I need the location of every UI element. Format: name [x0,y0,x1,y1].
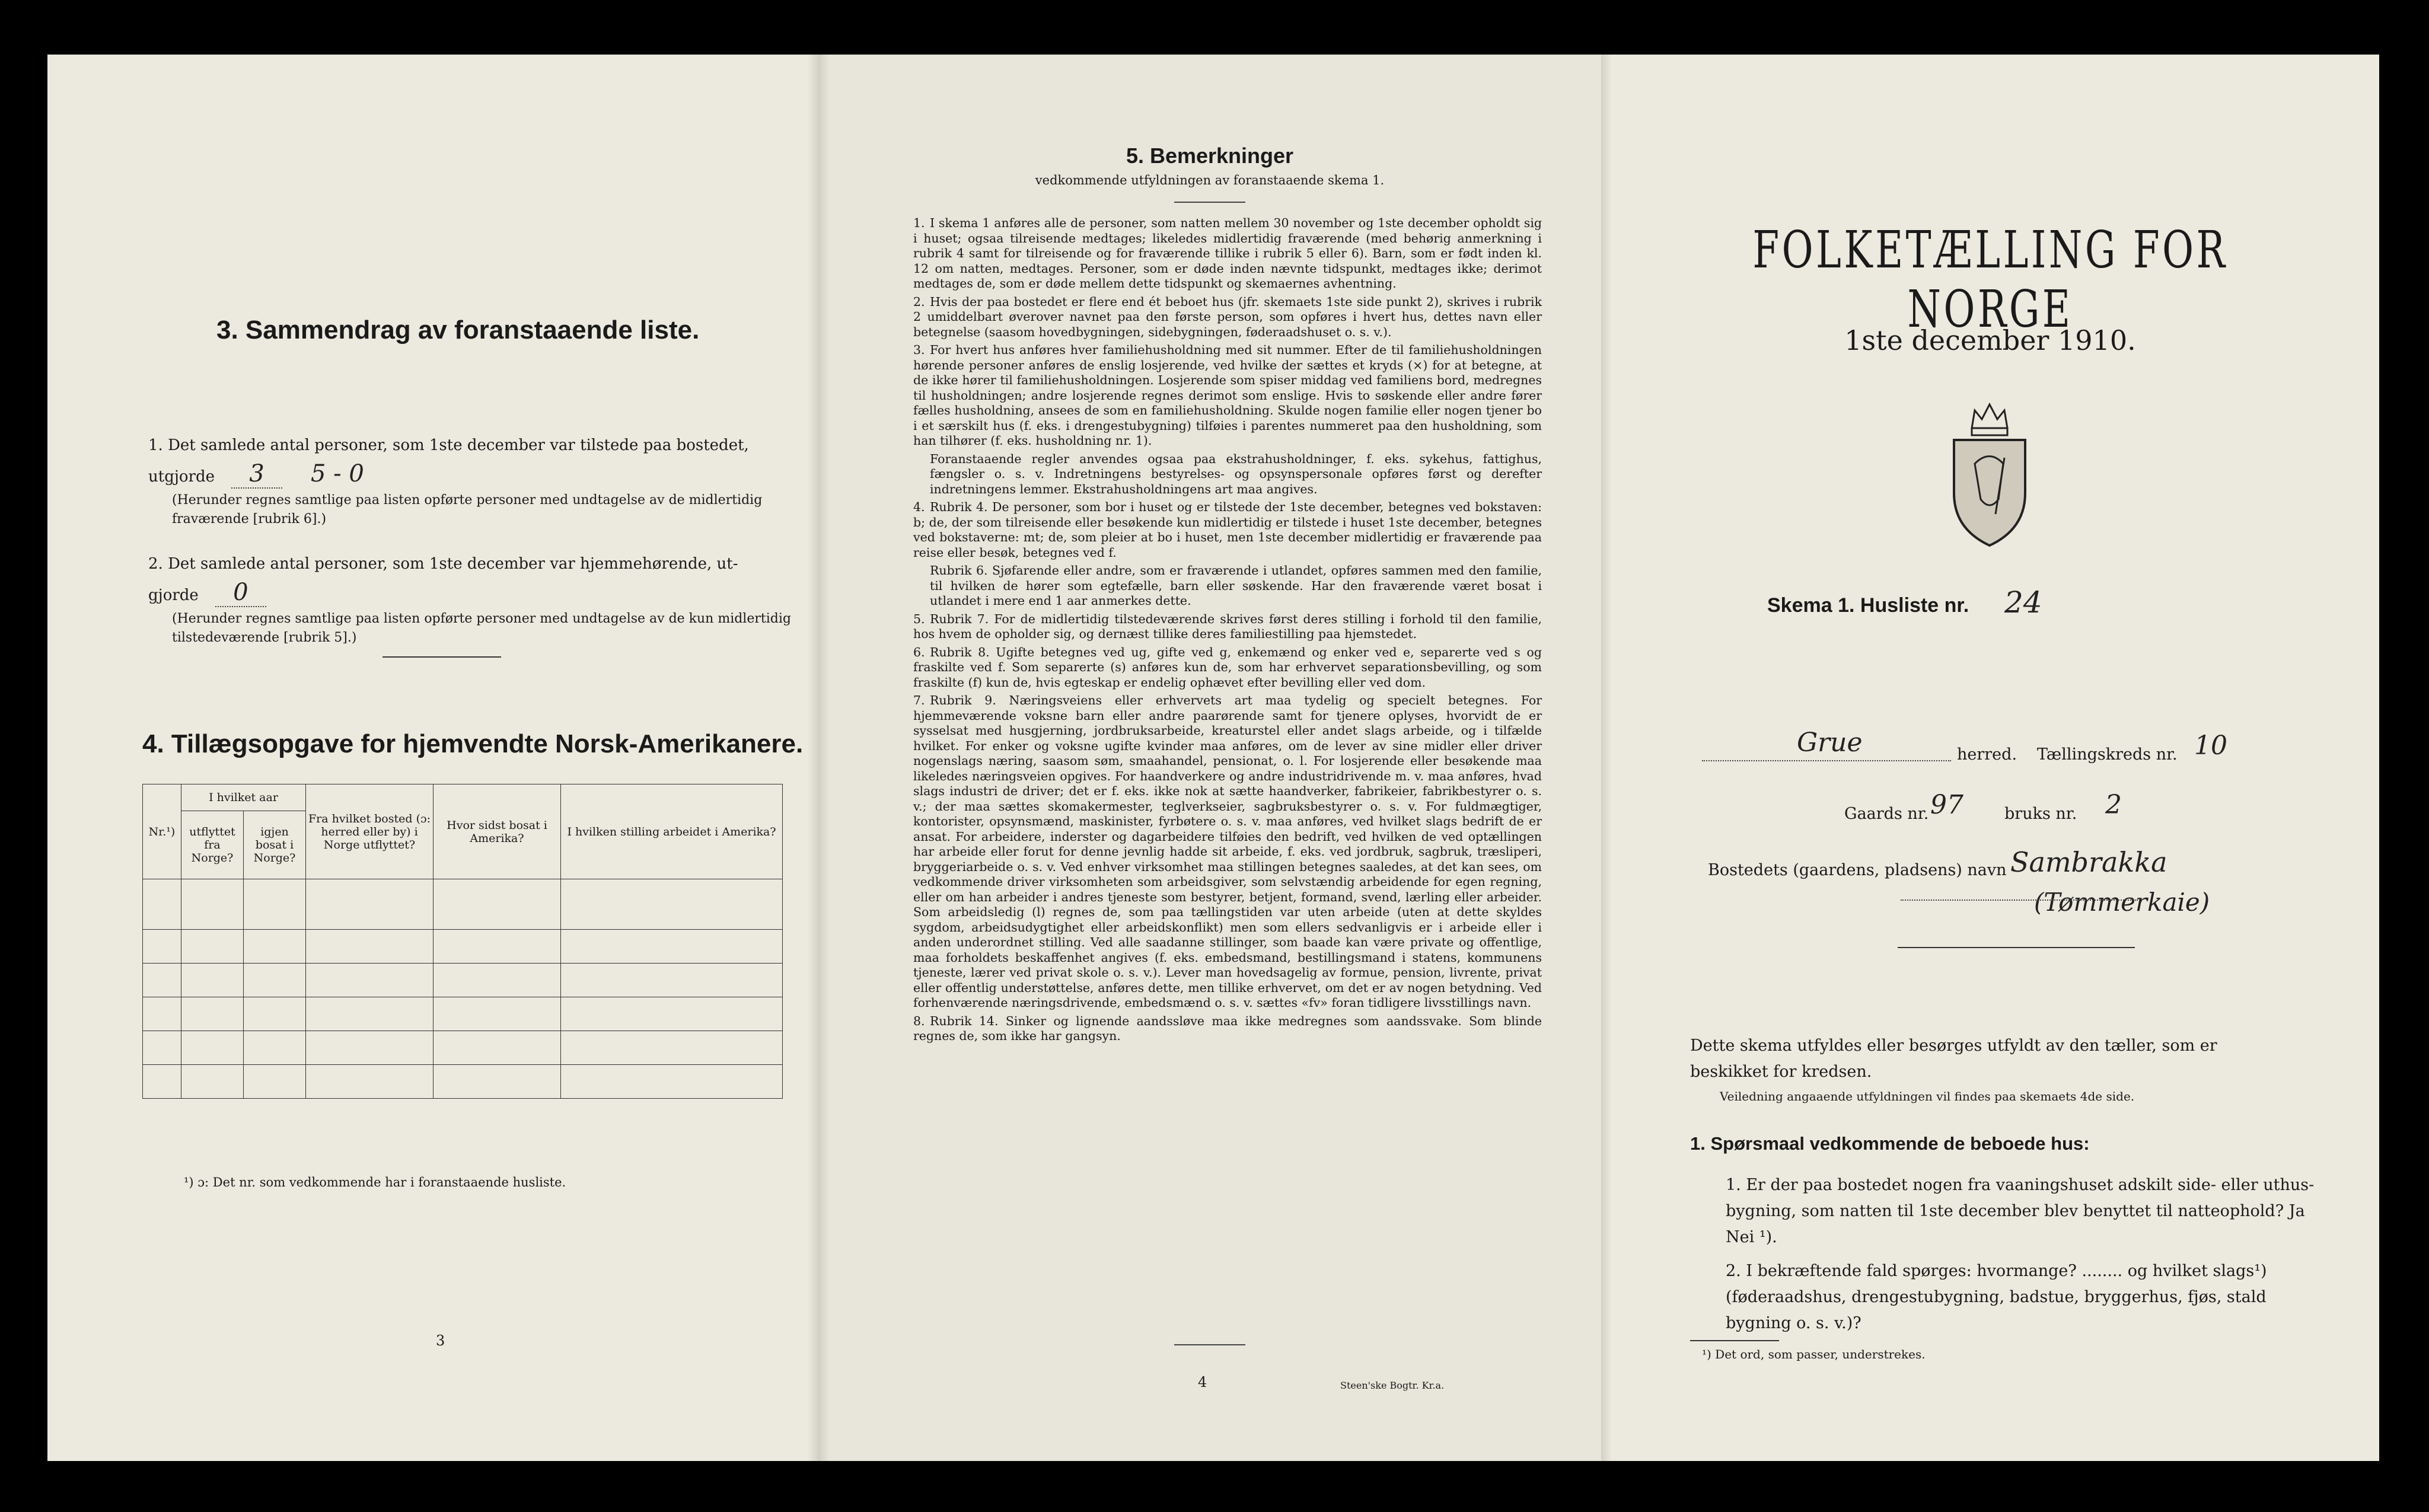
table-row [143,997,783,1031]
summary-item-1 [148,431,801,529]
summary-item-1-note: (Herunder regnes samtlige paa listen opførte personer med undtagelse av de midlertidig fraværende [rubrik 6].) [172,493,763,527]
printer-imprint: Steen'ske Bogtr. Kr.a. [1340,1380,1445,1391]
table-footnote: ¹) ɔ: Det nr. som vedkommende har i foranstaaende husliste. [184,1175,566,1189]
col-group-aar: I hvilket aar [181,784,306,811]
section-5-subtitle: vedkommende utfyldningen av foranstaaende skema 1. [1035,173,1385,187]
summary-item-2 [148,550,801,647]
skema-label: Skema 1. Husliste nr. [1767,594,1969,617]
remark-item: 1. I skema 1 anføres alle de personer, som natten mellem 30 november og 1ste december opholdt sig i huset; ogsaa tilreisende medtages; likeledes midlertidig fraværende (med behørig anmerkning i rubrik 4 samt for tilreisende og for fraværende tillike i rubrik 5 eller 6). Barn, som er født inden kl. 12 om natten, medtages. Personer, som er døde inden nævnte tidspunkt, medtages ikke; derimot medtages de, som er døde mellem dette tidspunkt og skemaernes avhentning. [913,216,1542,291]
tilstede-count-extra: 5 - 0 [311,460,364,487]
page-fold [808,55,818,1461]
herred-value: Grue [1797,728,1863,758]
section-5-title: 5. Bemerkninger [1126,143,1294,168]
bosted-value: Sambrakka [2010,846,2167,878]
divider [1690,1340,1779,1341]
remark-item: 8. Rubrik 14. Sinker og lignende aandssløve maa ikke medregnes som aandssvake. Som blinde regnes de, som ikke har gangsyn. [913,1013,1542,1043]
question-1-1: 1. Er der paa bostedet nogen fra vaaningshuset adskilt side- eller uthus-bygning, som natten til 1ste december blev benyttet til natteophold? Ja Nei ¹). [1726,1176,2315,1246]
gaards-label: Gaards nr. [1844,805,1929,823]
section-4-title: 4. Tillægsopgave for hjemvendte Norsk-Amerikanere. [142,729,804,758]
instruction-text: Dette skema utfyldes eller besørges utfyldt av den tæller, som er beskikket for kredsen. [1690,1036,2217,1081]
page-left [47,55,818,1461]
page-fold [818,55,829,1461]
remark-item: 4. Rubrik 4. De personer, som bor i huset og er tilstede der 1ste december, betegnes ved bokstaven: b; de, der som tilreisende eller besøkende kun midlertidig er tilstede i huset 1ste december, betegnes ved bokstaverne: mt; de, som pleier at bo i huset, men 1ste december midlertidig er fraværende paa reise eller besøk, betegnes ved f. [913,500,1542,560]
table-row [143,879,783,930]
summary-item-2-note: (Herunder regnes samtlige paa listen opførte personer med undtagelse av de kun midlertidig tilstedeværende [rubrik 5].) [172,611,791,645]
divider [1898,947,2135,948]
question-1-1-answer: Ja Nei ¹). [1726,1202,2305,1246]
page-number-4: 4 [1198,1374,1207,1390]
table-row [143,964,783,997]
bosted-label: Bostedets (gaardens, pladsens) navn [1708,861,2007,879]
footnote: ¹) Det ord, som passer, understrekes. [1702,1347,1926,1361]
page-middle [818,55,1601,1461]
remark-item: Foranstaaende regler anvendes ogsaa paa ekstrahusholdninger, f. eks. sykehus, fattighus, fængsler o. s. v. Indretningens bestyrelses- og opsynspersonale opføres først og derefter indretningens lemmer. Ekstrahusholdningens art maa angives. [930,451,1542,496]
section-3-title: 3. Sammendrag av foranstaaende liste. [216,315,700,344]
remark-item: 7. Rubrik 9. Næringsveiens eller erhvervets art maa tydelig og specielt betegnes. For hjemmeværende voksne barn eller andre paarørende samt for tjenere oplyses, hvorvidt de er sysselsat med husgjerning, jordbruksarbeide, kreaturstel eller andet slags arbeide, og i tilfælde hvilket. For enker og voksne ugifte kvinder maa anføres, om de lever av sine midler eller driver nogenslags næring, saasom søm, smaahandel, pensionat, o. l. For losjerende eller besøkende maa likeledes næringsveien opgives. For haandverkere og andre industridrivende m. v. maa anføres, hvad slags industri de driver; det er f. eks. ikke nok at sætte haandverker, fabrikeier, fabrikbestyrer o. s. v.; der maa sættes skomakermester, teglverkseier, sagbruksbestyrer o. s. v. For fuldmægtiger, kontorister, opsynsmænd, maskinister, fyrbøtere o. s. v. maa anføres, ved hvilket slags bedrift de er ansat. For arbeidere, inderster og dagarbeidere tilføies den bedrift, ved hvilken de ved optællingen har arbeide eller forut for denne jevnlig hadde sit arbeide, f. eks. ved jordbruk, sagbruk, træsliperi, bryggeriarbeide o. s. v. Ved enhver virksomhet maa stillingen betegnes saaledes, at det kan sees, om vedkommende driver virksomheten som arbeidsgiver, som selvstændig arbeidende for egen regning, eller om han arbeider i andres tjeneste som bestyrer, betjent, formand, svend, lærling eller arbeider. Som arbeidsledig (l) regnes de, som paa tællingstiden var uten arbeide (uten at dette skyldes sygdom, arbeidsudygtighet eller arbeidskonflikt) men som ellers sedvanligvis er i arbeide eller i anden underordnet stilling. Ved alle saadanne stillinger, som baade kan være private og offentlige, maa forholdets beskaffenhet angives (f. eks. embedsmand, bestillingsmand i statens, kommunens tjeneste, lærer ved privat skole o. s. v.). Lever man hovedsagelig av formue, pension, livrente, privat eller offentlig understøttelse, anføres dette, men tillike erhvervet, om det er av nogen betydning. Ved forhenværende næringsdrivende, embedsmænd o. s. v. sættes «fv» foran tidligere livsstillings navn. [913,693,1542,1010]
page-right [1601,55,2379,1461]
remark-item: 6. Rubrik 8. Ugifte betegnes ved ug, gifte ved g, enkemænd og enker ved e, separerte ved s og fraskilte ved f. Som separerte (s) anføres kun de, som har erhvervet separationsbevilling, og som fraskilte (f) kun de, hvis egteskap er endelig ophævet efter bevilling eller ved dom. [913,645,1542,690]
husliste-number: 24 [2004,585,2042,620]
table-row [143,930,783,964]
remark-item: 3. For hvert hus anføres hver familiehusholdning med sit nummer. Efter de til familiehusholdningen hørende personer anføres de enslig losjerende, ved hvilke der sættes et kryds (×) for at betegne, at de ikke hører til familiehusholdningen. Losjerende som spiser middag ved familiens bord, medregnes til husholdningen; andre losjerende regnes derimot som enslige. Hvis to søskende eller andre fører fælles husholdning, ansees de som en familiehusholdning. Skulde nogen familie eller nogen tjener bo i et særskilt hus (f. eks. i drengestubygning) tilføies i parentes nummeret paa den husholdning, som han tilhører (f. eks. husholdning nr. 1). [913,343,1542,448]
col-igjen-bosat: igjen bosat i Norge? [244,811,306,879]
page-number-3: 3 [436,1332,445,1349]
norsk-amerikanere-table [142,784,783,1099]
summary-item-1-text: 1. Det samlede antal personer, som 1ste december var tilstede paa bostedet, [148,436,749,454]
remarks-list [913,216,1542,1047]
remark-item: 5. Rubrik 7. For de midlertidig tilstedeværende skrives først deres stilling i forhold til den familie, hos hvem de opholder sig, og dernæst tillike deres familiestilling paa hjemstedet. [913,611,1542,641]
gaards-value: 97 [1930,790,1963,820]
guidance-text: Veiledning angaaende utfyldningen vil findes paa skemaets 4de side. [1720,1089,2135,1103]
col-fra-bosted: Fra hvilket bosted (ɔ: herred eller by) i Norge utflyttet? [306,784,433,879]
question-1-title: 1. Spørsmaal vedkommende de beboede hus: [1690,1133,2090,1154]
bosted-field [1901,876,2138,901]
col-utflyttet: utflyttet fra Norge? [181,811,244,879]
tilstede-count: 3 [231,460,282,489]
summary-item-2-text: 2. Det samlede antal personer, som 1ste december var hjemmehørende, ut- [148,555,738,573]
utgjorde-label: utgjorde [148,468,215,486]
remark-item: 2. Hvis der paa bostedet er flere end ét beboet hus (jfr. skemaets 1ste side punkt 2), skrives i rubrik 2 umiddelbart øverover navnet paa den første person, som opføres i hvert hus, dettes navn eller betegnelse (saasom hovedbygningen, sidebygningen, føderaadshuset o. s. v.). [913,294,1542,339]
census-title: FOLKETÆLLING FOR NORGE [1752,221,2228,339]
col-sidst-bosat: Hvor sidst bosat i Amerika? [433,784,561,879]
col-nr: Nr.¹) [143,784,181,879]
table-row [143,1065,783,1099]
census-date: 1ste december 1910. [1844,324,2136,356]
divider [1174,1344,1245,1345]
kreds-value: 10 [2194,731,2227,761]
gjorde-label: gjorde [148,586,199,604]
coat-of-arms-icon [1939,393,2040,553]
bruks-value: 2 [2105,790,2122,820]
question-1-2: 2. I bekræftende fald spørges: hvormange? ........ og hvilket slags¹) (føderaadshus, drengestubygning, badstue, bryggerhus, fjøs, stald bygning o. s. v.)? [1726,1262,2267,1332]
herred-label: herred. [1957,745,2017,764]
kreds-label: Tællingskreds nr. [2037,745,2178,764]
page-fold [1601,55,1612,1461]
divider [382,656,501,658]
remark-item: Rubrik 6. Sjøfarende eller andre, som er fraværende i utlandet, opføres sammen med den familie, til hvilken de hører som egtefælle, barn eller søskende. Har den fraværende været bosat i utlandet i mere end 1 aar anmerkes dette. [930,563,1542,608]
bruks-label: bruks nr. [2004,805,2077,823]
table-row [143,1031,783,1065]
col-stilling: I hvilken stilling arbeidet i Amerika? [561,784,783,879]
divider [1174,202,1245,203]
bosted-value-2: (Tømmerkaie) [2034,888,2210,917]
hjemmehorende-count: 0 [215,579,266,607]
